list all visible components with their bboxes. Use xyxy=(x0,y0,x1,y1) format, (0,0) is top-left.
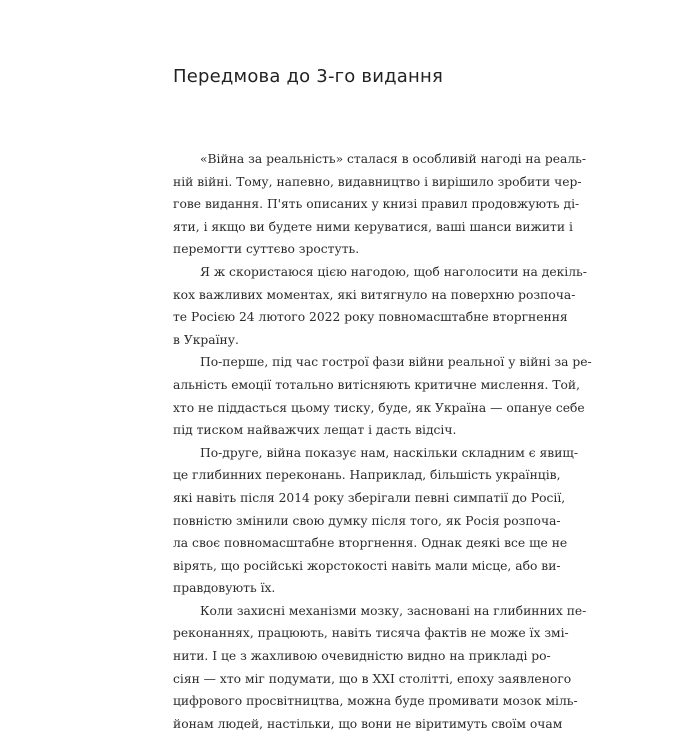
text-line: «Війна за реальність» сталася в особливій нагоді на реаль- xyxy=(200,152,586,166)
text-line: хто не піддасться цьому тиску, буде, як Україна — опануе себе xyxy=(173,400,585,415)
body-text xyxy=(173,148,592,735)
text-line: йонам людей, настільки, що вони не віритимуть своїм очам xyxy=(173,716,563,731)
text-line: По-перше, під час гострої фази війни реальної у війні за ре- xyxy=(200,355,592,370)
text-line: цифрового просвітництва, можна буде промивати мозок міль- xyxy=(173,694,578,709)
text-line: сіян — хто міг подумати, що в XXI столітті, епоху заявленого xyxy=(173,671,572,686)
text-line: яти, і якщо ви будете ними керуватися, ваші шанси вижити і xyxy=(173,219,573,234)
text-line: Я ж скористаюся цією нагодою, щоб наголосити на декіль- xyxy=(200,264,587,279)
text-line: кох важливих моментах, які витягнуло на поверхню розпоча- xyxy=(173,287,576,302)
text-line: реконаннях, працюють, навіть тисяча фактів не може їх змі- xyxy=(173,626,569,641)
text-line: правдовують їх. xyxy=(173,581,276,596)
text-line: вірять, що російські жорстокості навіть мали місце, або ви- xyxy=(173,558,561,573)
text-line: ній війні. Тому, напевно, видавництво і вирішило зробити чер- xyxy=(173,174,582,189)
text-line: альність емоції тотально витісняють критичне мислення. Той, xyxy=(173,377,581,392)
text-line: нити. І це з жахливою очевидністю видно на прикладі ро- xyxy=(173,649,551,664)
text-line: які навіть після 2014 року зберігали певні симпатії до Росії, xyxy=(173,490,566,505)
text-line: перемогти суттєво зростуть. xyxy=(173,242,360,257)
text-line: По-друге, війна показує нам, наскільки складним є явищ- xyxy=(200,445,578,460)
text-line: під тиском найважчих лещат і дасть відсіч. xyxy=(173,423,457,438)
text-line: гове видання. П'ять описаних у книзі правил продовжують ді- xyxy=(173,197,580,212)
text-line: в Україну. xyxy=(173,332,239,347)
text-line: повністю змінили свою думку після того, як Росія розпоча- xyxy=(173,513,561,528)
text-line: це глибинних переконань. Наприклад, більшість українців, xyxy=(173,468,561,483)
text-line: Коли захисні механізми мозку, засновані на глибинних пе- xyxy=(200,603,587,618)
chapter-title: Передмова до 3-го видання xyxy=(173,66,443,87)
text-line: ла своє повномасштабне вторгнення. Однак деякі все ще не xyxy=(173,536,568,551)
text-line: те Росією 24 лютого 2022 року повномасштабне вторгнення xyxy=(173,310,568,325)
